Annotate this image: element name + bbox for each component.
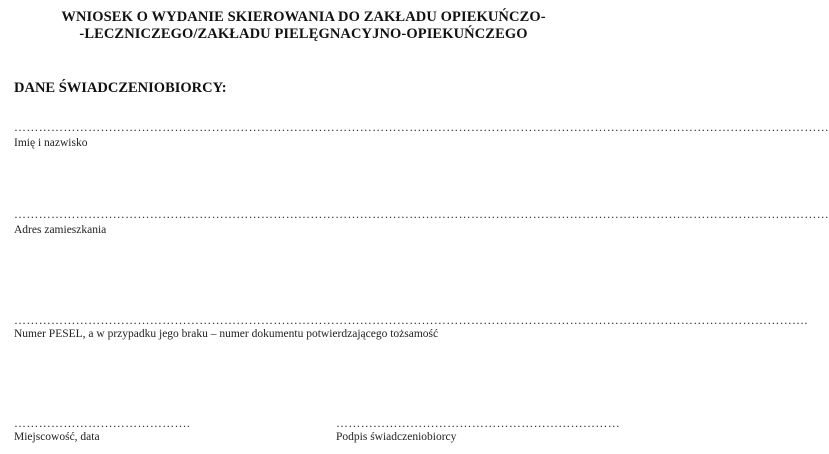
pesel-dotted-line[interactable]: …………………………………………………………………………………………………………………………………………………………………………. bbox=[14, 313, 808, 327]
form-title-line-2: -LECZNICZEGO/ZAKŁADU PIELĘGNACYJNO-OPIEKUŃCZEGO bbox=[79, 26, 528, 42]
address-label: Adres zamieszkania bbox=[14, 224, 107, 236]
place-date-label: Miejscowość, data bbox=[14, 431, 100, 443]
address-dotted-line[interactable]: ……………………………………………………………………………………………………………………………………………………………………………… bbox=[14, 207, 829, 221]
form-title-line-1: WNIOSEK O WYDANIE SKIEROWANIA DO ZAKŁADU OPIEKUŃCZO- bbox=[61, 9, 546, 25]
name-dotted-line[interactable]: ……………………………………………………………………………………………………………………………………………………………………………… bbox=[14, 120, 829, 134]
place-date-dotted-line[interactable]: ……………………………………. bbox=[14, 416, 191, 430]
name-label: Imię i nazwisko bbox=[14, 137, 88, 149]
signature-label: Podpis świadczeniobiorcy bbox=[336, 431, 457, 443]
section-heading-beneficiary-data: DANE ŚWIADCZENIOBIORCY: bbox=[14, 80, 227, 96]
pesel-label: Numer PESEL, a w przypadku jego braku – numer dokumentu potwierdzającego tożsamość bbox=[14, 328, 439, 340]
signature-dotted-line[interactable]: …………………………………………………………… bbox=[336, 416, 621, 430]
